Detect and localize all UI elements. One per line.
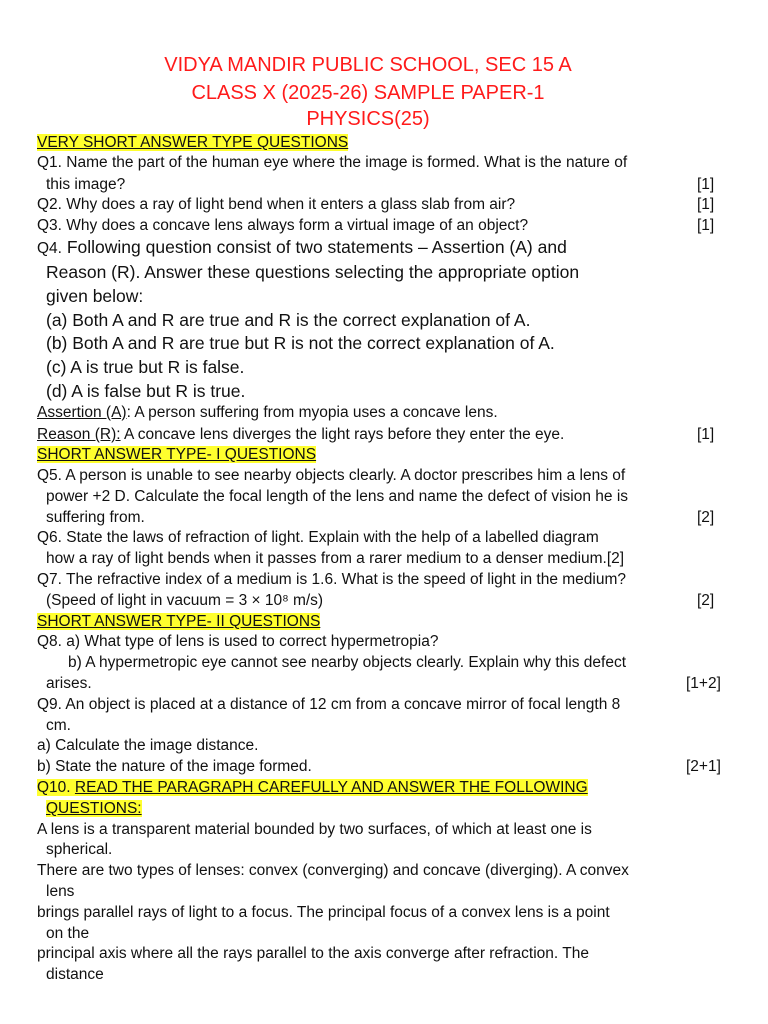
q10-paragraph-line-3: There are two types of lenses: convex (converging) and concave (diverging). A convex [37,862,629,879]
subject-title: PHYSICS(25) [306,108,430,130]
q8-marks: [1+2] [686,675,721,692]
q2-text: Q2. Why does a ray of light bend when it enters a glass slab from air? [37,196,516,213]
q4-line-1-text: Following question consist of two statements – Assertion (A) and [61,237,567,257]
section-heading-text: SHORT ANSWER TYPE- I QUESTIONS [37,446,317,463]
q10-heading-line-2 [46,799,142,819]
q5-line-1: Q5. A person is unable to see nearby objects clearly. A doctor prescribes him a lens of [37,467,626,484]
section-heading-short-1 [37,445,316,465]
reason-label: Reason (R): [37,426,121,443]
q1-marks: [1] [697,176,715,193]
q4-number: Q4. [37,240,62,257]
q7-line-2: (Speed of light in vacuum = 3 × 10⁸ m/s) [46,592,324,609]
q4-option-c: (c) A is true but R is false. [46,357,245,377]
q4-line-1 [37,236,567,260]
q1-line-2: this image? [46,176,126,193]
section-heading-text: SHORT ANSWER TYPE- II QUESTIONS [37,613,321,630]
q5-marks: [2] [697,509,715,526]
q10-paragraph-line-1: A lens is a transparent material bounded by two surfaces, of which at least one is [37,821,592,838]
q9-line-3: a) Calculate the image distance. [37,737,259,754]
q10-heading-text-2: QUESTIONS: [46,800,142,817]
q9-marks: [2+1] [686,758,721,775]
class-paper-title: CLASS X (2025-26) SAMPLE PAPER-1 [191,82,545,104]
q10-heading-text: READ THE PARAGRAPH CAREFULLY AND ANSWER THE FOLLOWING [74,779,588,796]
q3-marks: [1] [697,217,715,234]
q4-option-a: (a) Both A and R are true and R is the correct explanation of A. [46,310,531,330]
q7-marks: [2] [697,592,715,609]
q1-line-1: Q1. Name the part of the human eye where the image is formed. What is the nature of [37,154,628,171]
section-heading-short-2 [37,612,320,632]
q4-option-d: (d) A is false but R is true. [46,381,246,401]
assertion-label: Assertion (A) [37,404,127,421]
q5-line-3: suffering from. [46,509,145,526]
reason-text: A concave lens diverges the light rays before they enter the eye. [120,426,565,443]
q6-line-2: how a ray of light bends when it passes from a rarer medium to a denser medium.[2] [46,550,625,567]
q9-line-4: b) State the nature of the image formed. [37,758,312,775]
q10-paragraph-line-7: principal axis where all the rays parallel to the axis converge after refraction. The [37,945,589,962]
q10-paragraph-line-2: spherical. [46,841,113,858]
q9-line-2: cm. [46,717,71,734]
section-heading-text: VERY SHORT ANSWER TYPE QUESTIONS [37,134,349,151]
q10-heading [37,778,588,798]
q4-reason [37,425,564,445]
q3-text: Q3. Why does a concave lens always form a virtual image of an object? [37,217,529,234]
q8-line-1: Q8. a) What type of lens is used to correct hypermetropia? [37,633,439,650]
q9-line-1: Q9. An object is placed at a distance of 12 cm from a concave mirror of focal length 8 [37,696,621,713]
q8-line-3: arises. [46,675,92,692]
q4-assertion [37,403,498,423]
q10-paragraph-line-5: brings parallel rays of light to a focus. The principal focus of a convex lens is a point [37,904,610,921]
q5-line-2: power +2 D. Calculate the focal length of the lens and name the defect of vision he is [46,488,629,505]
q8-line-2: b) A hypermetropic eye cannot see nearby objects clearly. Explain why this defect [68,654,627,671]
q10-paragraph-line-8: distance [46,966,104,983]
q10-number: Q10. [37,779,71,796]
q4-marks: [1] [697,426,715,443]
q6-line-1: Q6. State the laws of refraction of light. Explain with the help of a labelled diagram [37,529,599,546]
school-name: VIDYA MANDIR PUBLIC SCHOOL, SEC 15 A [164,54,572,76]
q10-paragraph-line-6: on the [46,925,90,942]
q4-option-b: (b) Both A and R are true but R is not the correct explanation of A. [46,333,555,353]
section-heading-very-short [37,133,348,153]
assertion-text: : A person suffering from myopia uses a concave lens. [126,404,498,421]
q4-line-2: Reason (R). Answer these questions selecting the appropriate option [46,262,580,282]
q7-line-1: Q7. The refractive index of a medium is 1.6. What is the speed of light in the medium? [37,571,627,588]
q4-line-3: given below: [46,286,144,306]
q10-paragraph-line-4: lens [46,883,75,900]
q2-marks: [1] [697,196,715,213]
